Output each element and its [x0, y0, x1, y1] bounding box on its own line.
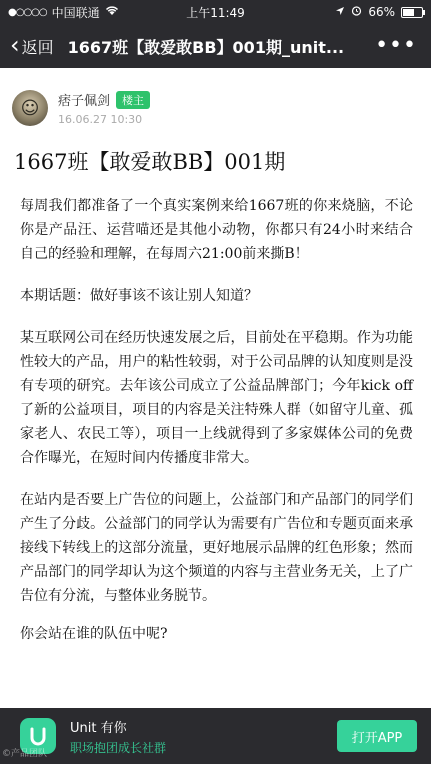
status-time: 上午11:49 [186, 5, 245, 20]
app-download-banner [0, 708, 431, 764]
post-paragraph-conflict: 在站内是否要上广告位的问题上，公益部门和产品部门的同学们产生了分歧。公益部门的同学认为需要有广告位和专题页面来承接线下转线上的这部分流量，更好地展示品牌的红色形象；然而产品部门的同学却认为这个频道的内容与主营业务无关，上了广告位有分流，与整体业务脱节。 [20, 492, 413, 604]
post-title: 1667班【敢爱敢BB】001期 [14, 150, 286, 174]
app-info [70, 717, 166, 756]
owner-badge: 楼主 [116, 91, 150, 109]
back-button[interactable] [0, 33, 54, 59]
watermark: ©产品团队 [2, 749, 48, 759]
more-button[interactable] [375, 35, 417, 57]
battery-icon [401, 7, 423, 18]
status-right [335, 5, 431, 19]
post-paragraph-case: 某互联网公司在经历快速发展之后，目前处在平稳期。作为功能性较大的产品，用户的粘性较弱，对于公司品牌的认知度则是没有专项的研究。去年该公司成立了公益品牌部门；今年kick off了新的公益项目，项目的内容是关注特殊人群（如留守儿童、孤家老人、农民工等），项目一上线就得到了多家媒体公司的免费合作曝光，在短时间内传播度非常大。 [20, 330, 413, 466]
battery-fill [403, 9, 414, 16]
author-info [58, 90, 150, 126]
page-title: 1667班【敢爱敢BB】001期_unit... [67, 37, 345, 57]
back-label: 返回 [21, 37, 54, 57]
post-content[interactable] [0, 68, 431, 708]
avatar[interactable]: ☺ [12, 90, 48, 126]
navigation-bar [0, 24, 431, 68]
location-arrow-icon [335, 5, 345, 19]
chevron-left-icon: ‹ [10, 31, 20, 59]
open-app-button[interactable]: 打开APP [337, 720, 417, 752]
post-paragraph-question: 你会站在谁的队伍中呢? [20, 626, 168, 642]
signal-strength-icon: ●○○○○ [8, 6, 47, 18]
wifi-icon [105, 5, 119, 19]
app-name: Unit 有你 [70, 720, 127, 736]
app-slogan: 职场抱团成长社群 [70, 740, 167, 755]
carrier-name: 中国联通 [51, 5, 100, 20]
more-icon: ••• [375, 33, 417, 58]
post-time: 16.06.27 10:30 [58, 113, 143, 126]
alarm-clock-icon [351, 5, 362, 19]
status-bar [0, 0, 431, 24]
author-header [0, 68, 431, 126]
post-paragraph-topic: 本期话题：做好事该不该让别人知道？ [20, 288, 258, 304]
post-paragraph-intro: 每周我们都准备了一个真实案例来给1667班的你来烧脑，不论你是产品汪、运营喵还是其他小动物，你都只有24小时来结合自己的经验和理解，在每周六21:00前来撕B！ [20, 198, 413, 262]
status-left [0, 4, 119, 21]
battery-percent: 66% [368, 5, 395, 19]
author-name[interactable]: 痞子佩剑 [58, 94, 111, 109]
